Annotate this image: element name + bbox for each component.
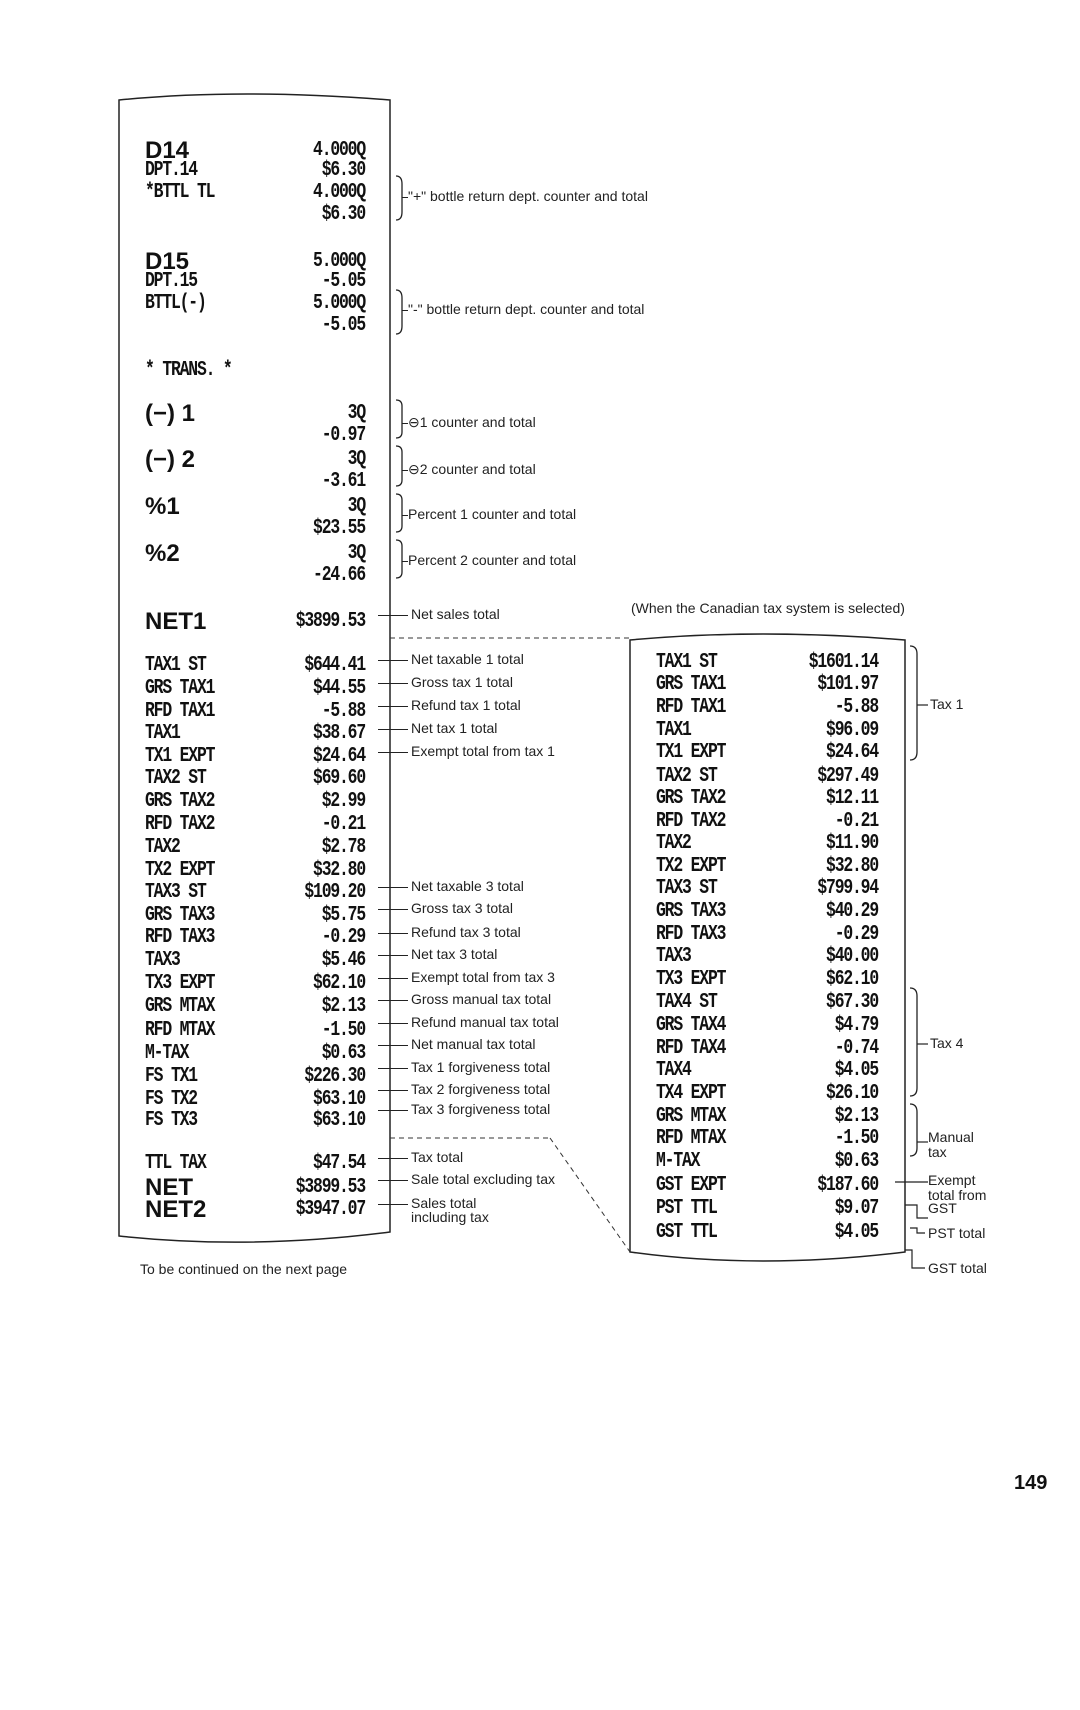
leader-line bbox=[378, 1158, 408, 1159]
left-value: 3Q bbox=[347, 542, 365, 565]
right-label-grs-tax3: GRS TAX3 bbox=[656, 900, 726, 923]
right-label-tax3-st: TAX3 ST bbox=[656, 877, 717, 900]
right-value: $4.05 bbox=[834, 1059, 878, 1082]
right-value: $0.63 bbox=[834, 1150, 878, 1173]
left-value: -5.05 bbox=[321, 270, 365, 293]
annotation-percent-2-counter-and-total: Percent 2 counter and total bbox=[408, 552, 577, 568]
annotation-manual: Manual bbox=[928, 1129, 974, 1145]
right-value: $32.80 bbox=[826, 855, 878, 878]
right-value: $24.64 bbox=[826, 741, 878, 764]
left-label-1: %1 bbox=[145, 493, 180, 520]
annotation-net-manual-tax-total: Net manual tax total bbox=[411, 1036, 536, 1052]
annotation-tax-4: Tax 4 bbox=[930, 1035, 964, 1051]
right-label-tax1: TAX1 bbox=[656, 719, 691, 742]
right-label-tax2-st: TAX2 ST bbox=[656, 765, 717, 788]
right-label-grs-mtax: GRS MTAX bbox=[656, 1105, 726, 1128]
left-label-net: NET bbox=[145, 1174, 193, 1201]
annotation-gross-manual-tax-total: Gross manual tax total bbox=[411, 991, 552, 1007]
annotation-net-taxable-3-total: Net taxable 3 total bbox=[411, 878, 524, 894]
left-value: $5.46 bbox=[321, 949, 365, 972]
left-label-rfd-mtax: RFD MTAX bbox=[145, 1019, 215, 1042]
left-label-tax1-st: TAX1 ST bbox=[145, 654, 206, 677]
right-value: $9.07 bbox=[834, 1197, 878, 1220]
left-value: 5.000Q bbox=[313, 250, 365, 273]
left-value: $6.30 bbox=[321, 203, 365, 226]
leader-line bbox=[378, 1110, 408, 1111]
right-label-tx3-expt: TX3 EXPT bbox=[656, 968, 726, 991]
left-value: $644.41 bbox=[304, 654, 365, 677]
right-label-grs-tax2: GRS TAX2 bbox=[656, 787, 726, 810]
annotation-pst-total: PST total bbox=[928, 1225, 986, 1241]
leader-line bbox=[378, 706, 408, 707]
left-label-tax3: TAX3 bbox=[145, 949, 180, 972]
annotation-sales-total: Sales total bbox=[411, 1195, 477, 1211]
leader-line bbox=[378, 1090, 408, 1091]
annotation-1-counter-and-total: ⊖1 counter and total bbox=[408, 414, 536, 430]
annotation-refund-manual-tax-total: Refund manual tax total bbox=[411, 1014, 559, 1030]
left-value: -5.88 bbox=[321, 700, 365, 723]
left-label-dpt-15: DPT.15 bbox=[145, 270, 197, 293]
left-value: $2.78 bbox=[321, 836, 365, 859]
annotation-net-tax-1-total: Net tax 1 total bbox=[411, 720, 498, 736]
left-label-dpt-14: DPT.14 bbox=[145, 159, 197, 182]
left-label-m-tax: M-TAX bbox=[145, 1042, 189, 1065]
right-value: $12.11 bbox=[826, 787, 878, 810]
left-label-tx3-expt: TX3 EXPT bbox=[145, 972, 215, 995]
annotation-tax-3-forgiveness-total: Tax 3 forgiveness total bbox=[411, 1101, 551, 1117]
right-value: $2.13 bbox=[834, 1105, 878, 1128]
annotation-gross-tax-1-total: Gross tax 1 total bbox=[411, 674, 513, 690]
left-label-tax1: TAX1 bbox=[145, 722, 180, 745]
left-label-rfd-tax1: RFD TAX1 bbox=[145, 700, 215, 723]
annotation-net-tax-3-total: Net tax 3 total bbox=[411, 946, 498, 962]
leader-line bbox=[378, 660, 408, 661]
leader-line bbox=[378, 729, 408, 730]
left-label-bttl-tl: *BTTL TL bbox=[145, 181, 215, 204]
left-value: $3899.53 bbox=[295, 610, 365, 633]
left-value: 3Q bbox=[347, 402, 365, 425]
left-label-fs-tx2: FS TX2 bbox=[145, 1088, 197, 1111]
right-value: $40.29 bbox=[826, 900, 878, 923]
annotation-total-from: total from bbox=[928, 1187, 987, 1203]
left-value: $63.10 bbox=[313, 1109, 365, 1132]
left-value: -5.05 bbox=[321, 314, 365, 337]
leader-line bbox=[378, 615, 408, 616]
annotation-exempt-total-from-tax-1: Exempt total from tax 1 bbox=[411, 743, 555, 759]
leader-line bbox=[378, 1000, 408, 1001]
annotation-2-counter-and-total: ⊖2 counter and total bbox=[408, 461, 536, 477]
left-label-rfd-tax3: RFD TAX3 bbox=[145, 926, 215, 949]
right-label-rfd-mtax: RFD MTAX bbox=[656, 1127, 726, 1150]
left-value: $32.80 bbox=[313, 859, 365, 882]
left-label-grs-tax2: GRS TAX2 bbox=[145, 790, 215, 813]
left-label-net2: NET2 bbox=[145, 1196, 207, 1223]
leader-line bbox=[378, 909, 408, 910]
right-value: $67.30 bbox=[826, 991, 878, 1014]
left-value: -3.61 bbox=[321, 470, 365, 493]
left-label-grs-mtax: GRS MTAX bbox=[145, 995, 215, 1018]
annotation-bottle-return-dept-counter-and-total: "-" bottle return dept. counter and total bbox=[408, 301, 645, 317]
right-value: -0.29 bbox=[834, 923, 878, 946]
right-label-m-tax: M-TAX bbox=[656, 1150, 700, 1173]
left-label-bttl: BTTL(-) bbox=[145, 292, 206, 315]
right-value: -0.74 bbox=[834, 1037, 878, 1060]
right-label-rfd-tax3: RFD TAX3 bbox=[656, 923, 726, 946]
annotation-net-taxable-1-total: Net taxable 1 total bbox=[411, 651, 524, 667]
right-label-pst-ttl: PST TTL bbox=[656, 1197, 717, 1220]
annotation-tax-2-forgiveness-total: Tax 2 forgiveness total bbox=[411, 1081, 551, 1097]
leader-line bbox=[378, 1023, 408, 1024]
right-label-tax1-st: TAX1 ST bbox=[656, 651, 717, 674]
annotation-bottle-return-dept-counter-and-total: "+" bottle return dept. counter and total bbox=[408, 188, 648, 204]
left-label-tx1-expt: TX1 EXPT bbox=[145, 745, 215, 768]
left-value: $3947.07 bbox=[295, 1198, 365, 1221]
left-label-tx2-expt: TX2 EXPT bbox=[145, 859, 215, 882]
left-label-fs-tx1: FS TX1 bbox=[145, 1065, 197, 1088]
right-label-rfd-tax4: RFD TAX4 bbox=[656, 1037, 726, 1060]
right-value: $297.49 bbox=[817, 765, 878, 788]
left-value: $226.30 bbox=[304, 1065, 365, 1088]
right-value: -5.88 bbox=[834, 696, 878, 719]
right-label-rfd-tax1: RFD TAX1 bbox=[656, 696, 726, 719]
annotation-sale-total-excluding-tax: Sale total excluding tax bbox=[411, 1171, 555, 1187]
left-label-2: %2 bbox=[145, 540, 180, 567]
continued-note: To be continued on the next page bbox=[140, 1261, 348, 1277]
right-value: $101.97 bbox=[817, 673, 878, 696]
left-value: 4.000Q bbox=[313, 139, 365, 162]
left-label-grs-tax3: GRS TAX3 bbox=[145, 904, 215, 927]
right-label-tax4-st: TAX4 ST bbox=[656, 991, 717, 1014]
left-label-grs-tax1: GRS TAX1 bbox=[145, 677, 215, 700]
left-label-2: (−) 2 bbox=[145, 446, 196, 473]
page-number: 149 bbox=[1014, 1472, 1048, 1494]
annotation-percent-1-counter-and-total: Percent 1 counter and total bbox=[408, 506, 577, 522]
annotation-net-sales-total: Net sales total bbox=[411, 606, 500, 622]
left-value: $63.10 bbox=[313, 1088, 365, 1111]
left-label-tax3-st: TAX3 ST bbox=[145, 881, 206, 904]
right-value: $26.10 bbox=[826, 1082, 878, 1105]
leader-line bbox=[378, 1045, 408, 1046]
left-value: 3Q bbox=[347, 448, 365, 471]
left-label-net1: NET1 bbox=[145, 608, 207, 635]
right-value: $799.94 bbox=[817, 877, 878, 900]
annotation-gst: GST bbox=[928, 1200, 957, 1216]
left-value: $109.20 bbox=[304, 881, 365, 904]
left-value: -0.29 bbox=[321, 926, 365, 949]
annotation-including-tax: including tax bbox=[411, 1209, 489, 1225]
annotation-gst-total: GST total bbox=[928, 1260, 987, 1276]
right-value: $187.60 bbox=[817, 1174, 878, 1197]
right-label-tx1-expt: TX1 EXPT bbox=[656, 741, 726, 764]
annotation-tax: tax bbox=[928, 1144, 947, 1160]
leader-line bbox=[378, 1068, 408, 1069]
leader-line bbox=[378, 955, 408, 956]
left-label-1: (−) 1 bbox=[145, 400, 196, 427]
left-value: $62.10 bbox=[313, 972, 365, 995]
annotation-exempt-total-from-tax-3: Exempt total from tax 3 bbox=[411, 969, 555, 985]
right-label-rfd-tax2: RFD TAX2 bbox=[656, 810, 726, 833]
right-value: $96.09 bbox=[826, 719, 878, 742]
left-value: $69.60 bbox=[313, 767, 365, 790]
annotation-exempt: Exempt bbox=[928, 1172, 976, 1188]
left-label-trans: * TRANS. * bbox=[145, 359, 232, 382]
annotation-refund-tax-1-total: Refund tax 1 total bbox=[411, 697, 521, 713]
annotation-tax-1-forgiveness-total: Tax 1 forgiveness total bbox=[411, 1059, 551, 1075]
left-value: $24.64 bbox=[313, 745, 365, 768]
annotation-refund-tax-3-total: Refund tax 3 total bbox=[411, 924, 521, 940]
annotation-tax-1: Tax 1 bbox=[930, 696, 964, 712]
left-value: -0.21 bbox=[321, 813, 365, 836]
left-value: $2.13 bbox=[321, 995, 365, 1018]
left-value: $3899.53 bbox=[295, 1176, 365, 1199]
left-value: $44.55 bbox=[313, 677, 365, 700]
right-value: -0.21 bbox=[834, 810, 878, 833]
left-value: -24.66 bbox=[313, 564, 365, 587]
right-value: $11.90 bbox=[826, 832, 878, 855]
right-label-gst-ttl: GST TTL bbox=[656, 1221, 717, 1244]
left-value: $23.55 bbox=[313, 517, 365, 540]
right-label-grs-tax1: GRS TAX1 bbox=[656, 673, 726, 696]
right-label-tax4: TAX4 bbox=[656, 1059, 691, 1082]
right-label-gst-expt: GST EXPT bbox=[656, 1174, 726, 1197]
right-value: $4.79 bbox=[834, 1014, 878, 1037]
leader-line bbox=[378, 1204, 408, 1205]
left-label-tax2: TAX2 bbox=[145, 836, 180, 859]
right-value: -1.50 bbox=[834, 1127, 878, 1150]
right-label-grs-tax4: GRS TAX4 bbox=[656, 1014, 726, 1037]
leader-line bbox=[378, 683, 408, 684]
left-label-tax2-st: TAX2 ST bbox=[145, 767, 206, 790]
right-label-tax3: TAX3 bbox=[656, 945, 691, 968]
right-value: $62.10 bbox=[826, 968, 878, 991]
canadian-caption: (When the Canadian tax system is selected) bbox=[631, 600, 905, 616]
right-label-tx4-expt: TX4 EXPT bbox=[656, 1082, 726, 1105]
leader-line bbox=[378, 887, 408, 888]
left-value: $2.99 bbox=[321, 790, 365, 813]
left-value: $5.75 bbox=[321, 904, 365, 927]
left-label-rfd-tax2: RFD TAX2 bbox=[145, 813, 215, 836]
left-label-fs-tx3: FS TX3 bbox=[145, 1109, 197, 1132]
right-value: $1601.14 bbox=[808, 651, 878, 674]
leader-line bbox=[378, 933, 408, 934]
leader-line bbox=[378, 1180, 408, 1181]
left-value: 5.000Q bbox=[313, 292, 365, 315]
left-value: $6.30 bbox=[321, 159, 365, 182]
left-label-d14: D14 bbox=[145, 137, 190, 164]
right-label-tax2: TAX2 bbox=[656, 832, 691, 855]
left-label-ttl-tax: TTL TAX bbox=[145, 1152, 206, 1175]
leader-line bbox=[378, 752, 408, 753]
left-value: -1.50 bbox=[321, 1019, 365, 1042]
annotation-tax-total: Tax total bbox=[411, 1149, 464, 1165]
right-label-tx2-expt: TX2 EXPT bbox=[656, 855, 726, 878]
annotation-gross-tax-3-total: Gross tax 3 total bbox=[411, 900, 513, 916]
left-label-d15: D15 bbox=[145, 248, 190, 275]
leader-line bbox=[378, 978, 408, 979]
left-value: $47.54 bbox=[313, 1152, 365, 1175]
left-value: $0.63 bbox=[321, 1042, 365, 1065]
left-value: $38.67 bbox=[313, 722, 365, 745]
left-value: -0.97 bbox=[321, 424, 365, 447]
right-value: $4.05 bbox=[834, 1221, 878, 1244]
right-value: $40.00 bbox=[826, 945, 878, 968]
left-value: 3Q bbox=[347, 495, 365, 518]
left-value: 4.000Q bbox=[313, 181, 365, 204]
